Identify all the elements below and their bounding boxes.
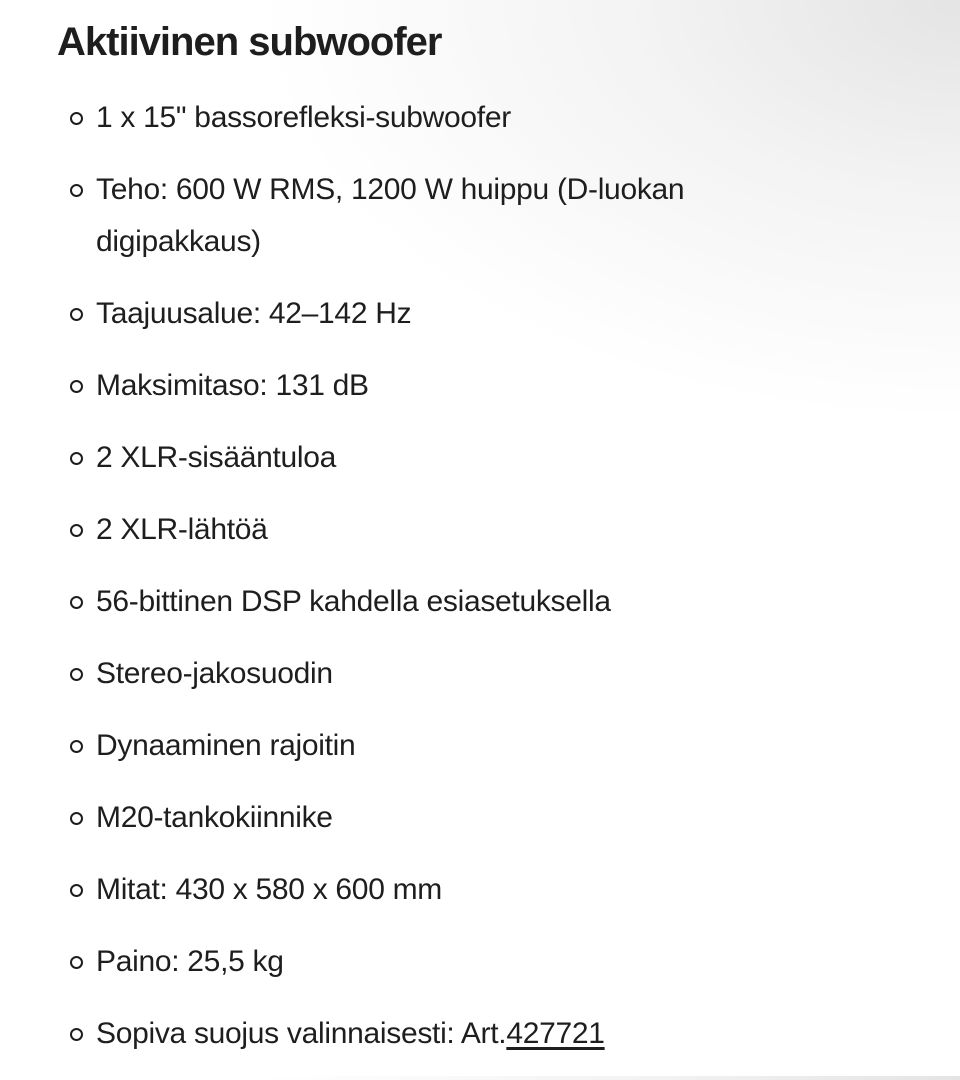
list-item (70, 432, 760, 484)
list-item (70, 360, 760, 412)
bullet-icon (70, 452, 83, 465)
item-text: Stereo-jakosuodin (96, 657, 333, 690)
bullet-icon (70, 596, 83, 609)
item-text: M20-tankokiinnike (96, 801, 333, 834)
list-item (70, 288, 760, 340)
section-title: Aktiivinen subwoofer (57, 20, 442, 64)
bullet-icon (70, 380, 83, 393)
item-text: Teho: 600 W RMS, 1200 W huippu (D-luokan digipakkaus) (96, 173, 685, 258)
bullet-icon (70, 668, 83, 681)
bullet-icon (70, 884, 83, 897)
spec-list (70, 92, 760, 1080)
item-text: Paino: 25,5 kg (96, 945, 284, 978)
list-item (70, 92, 760, 144)
list-item (70, 864, 760, 916)
item-text: Sopiva suojus valinnaisesti: Art. (96, 1017, 507, 1050)
item-text: 56-bittinen DSP kahdella esiasetuksella (96, 585, 611, 618)
item-text: Maksimitaso: 131 dB (96, 369, 369, 402)
list-item (70, 648, 760, 700)
article-link[interactable]: 427721 (506, 1017, 605, 1050)
list-item (70, 720, 760, 772)
bullet-icon (70, 112, 83, 125)
bullet-icon (70, 812, 83, 825)
item-text: 2 XLR-lähtöä (96, 513, 268, 546)
list-item (70, 1008, 760, 1060)
bullet-icon (70, 1028, 83, 1041)
list-item (70, 936, 760, 988)
bullet-icon (70, 956, 83, 969)
bullet-icon (70, 740, 83, 753)
item-text: Mitat: 430 x 580 x 600 mm (96, 873, 442, 906)
list-item (70, 164, 760, 268)
list-item (70, 576, 760, 628)
item-text: Dynaaminen rajoitin (96, 729, 356, 762)
bullet-icon (70, 184, 83, 197)
list-item (70, 792, 760, 844)
item-text: 1 x 15" bassorefleksi-subwoofer (96, 101, 511, 134)
item-text: Taajuusalue: 42–142 Hz (96, 297, 412, 330)
bullet-icon (70, 308, 83, 321)
list-item (70, 504, 760, 556)
bullet-icon (70, 524, 83, 537)
item-text: 2 XLR-sisääntuloa (96, 441, 337, 474)
